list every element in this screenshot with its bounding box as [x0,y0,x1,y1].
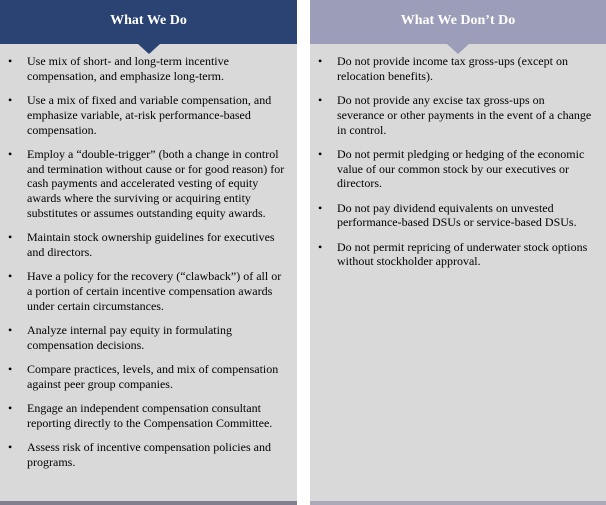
list-item: • Engage an independent compensation consultant reporting directly to the Compensation Committee. [8,400,273,430]
what-we-do-header [0,0,297,44]
list-item: • Have a policy for the recovery (“clawback”) of all or a portion of certain incentive compensation awards under certain circumstances. [8,269,282,313]
bullet-icon: • [318,200,323,215]
list-item: • Analyze internal pay equity in formulating compensation decisions. [8,322,232,352]
what-we-do-panel [0,0,297,505]
bullet-icon: • [8,400,13,415]
bullet-icon: • [8,269,13,284]
list-item: • Use mix of short- and long-term incentive compensation, and emphasize long-term. [8,54,229,83]
what-we-dont-do-panel [310,0,606,505]
list-item: • Employ a “double-trigger” (both a change in control and termination without cause or for good reason) for cash payments and accelerated vesting of equity awards where the surviving or acquiring entity substitutes or assumes outstanding equity awards. [8,146,285,220]
list-item: • Do not permit pledging or hedging of the economic value of our common stock by our executives or directors. [318,146,585,191]
bullet-icon: • [318,54,323,68]
list-item: • Do not pay dividend equivalents on unvested performance-based DSUs or service-based DSUs. [318,200,577,230]
bullet-icon: • [8,439,13,454]
bullet-icon: • [8,322,13,337]
what-we-dont-do-header [310,0,606,44]
header-pointer-icon [138,44,160,54]
header-pointer-icon [447,44,469,54]
what-we-do-list [0,44,297,469]
bullet-icon: • [8,54,13,68]
bullet-icon: • [318,146,323,161]
panel-footer-bar [0,501,297,505]
bullet-icon: • [318,92,323,107]
bullet-icon: • [318,239,323,254]
list-item: • Assess risk of incentive compensation policies and programs. [8,439,271,469]
bullet-icon: • [8,230,13,245]
list-item: • Do not provide any excise tax gross-ups on severance or other payments in the event of a change in control. [318,92,592,137]
list-item: • Do not provide income tax gross-ups (except on relocation benefits). [318,54,568,83]
list-item: • Use a mix of fixed and variable compensation, and emphasize variable, at-risk performance-based compensation. [8,92,272,137]
what-we-dont-do-title: What We Don’t Do [400,13,516,28]
list-item: • Maintain stock ownership guidelines for executives and directors. [8,230,275,259]
what-we-dont-do-list [310,44,606,269]
bullet-icon: • [8,146,13,161]
list-item: • Compare practices, levels, and mix of compensation against peer group companies. [8,361,279,391]
list-item: • Do not permit repricing of underwater stock options without stockholder approval. [318,239,588,269]
what-we-do-title: What We Do [110,13,187,28]
bullet-icon: • [8,92,13,107]
bullet-icon: • [8,361,13,376]
panel-footer-bar [310,501,606,505]
